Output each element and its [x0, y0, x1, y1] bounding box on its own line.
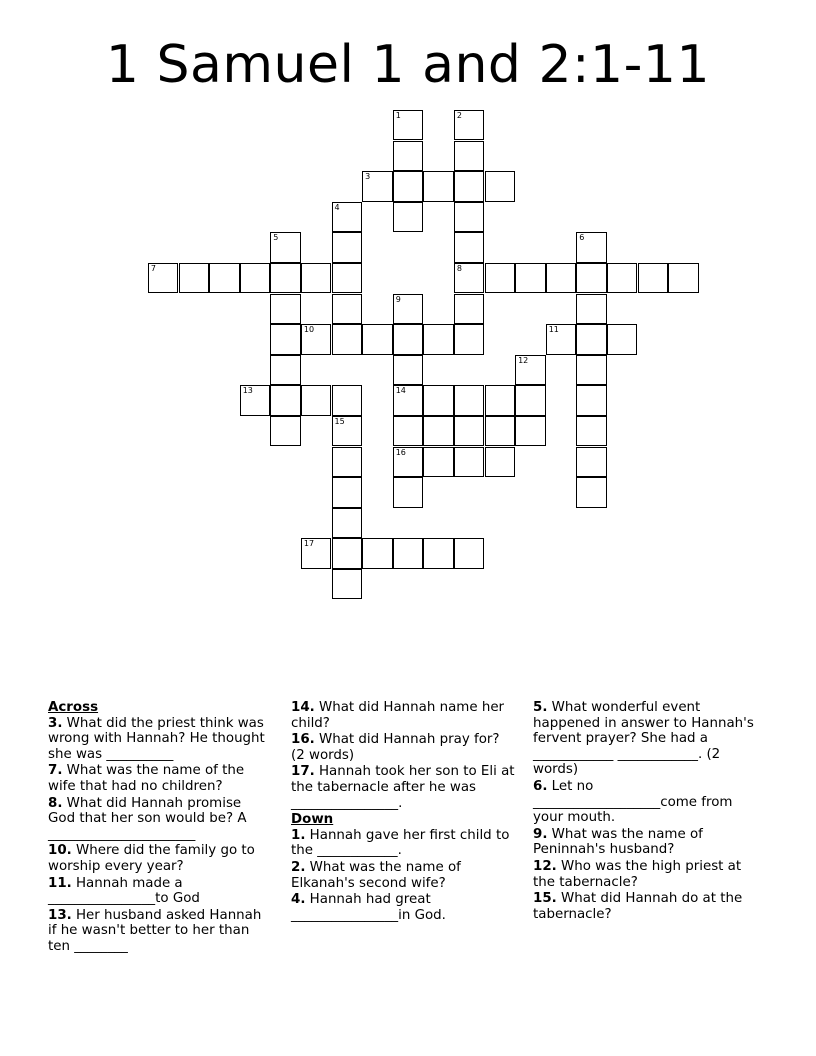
grid-cell[interactable]: [270, 416, 301, 447]
clue-number: 15.: [533, 891, 557, 907]
grid-cell[interactable]: [515, 416, 546, 447]
clue-number-label: 17: [303, 539, 315, 549]
clue-number: 9.: [533, 826, 548, 842]
clue-text: What was the name of Peninnah's husband?: [533, 826, 703, 858]
grid-cell[interactable]: [393, 294, 424, 325]
clue-column-2: [291, 700, 515, 924]
grid-cell[interactable]: [240, 263, 271, 294]
grid-cell[interactable]: [393, 355, 424, 386]
clue-text: Hannah had great ________________in God.: [291, 892, 446, 923]
clue-number-label: 11: [548, 325, 559, 335]
grid-cell[interactable]: [485, 263, 516, 294]
clue-text: What did Hannah promise God that her son would be? A ______________________: [48, 795, 247, 842]
grid-cell[interactable]: [332, 232, 363, 263]
grid-cell[interactable]: [393, 447, 424, 478]
grid-cell[interactable]: [454, 110, 485, 141]
grid-cell[interactable]: [301, 538, 332, 569]
clue-number-label: 5: [273, 233, 279, 243]
grid-cell[interactable]: [485, 171, 516, 202]
grid-cell[interactable]: [576, 355, 607, 386]
grid-cell[interactable]: [362, 538, 393, 569]
clue-number-label: 6: [579, 233, 585, 243]
clue-number: 13.: [48, 907, 72, 923]
grid-cell[interactable]: [423, 416, 454, 447]
grid-cell[interactable]: [576, 477, 607, 508]
grid-cell[interactable]: [454, 141, 485, 172]
grid-cell[interactable]: [270, 385, 301, 416]
grid-cell[interactable]: [301, 263, 332, 294]
clue-number-label: 2: [456, 110, 462, 120]
grid-cell[interactable]: [362, 171, 393, 202]
clue-text: What did the priest think was wrong with Hannah? He thought she was __________: [48, 715, 265, 762]
clue-item: [533, 827, 757, 858]
grid-cell[interactable]: [668, 263, 699, 294]
grid-cell[interactable]: [576, 385, 607, 416]
grid-cell[interactable]: [270, 263, 301, 294]
clue-item: [533, 700, 757, 778]
grid-cell[interactable]: [454, 416, 485, 447]
grid-cell[interactable]: [485, 416, 516, 447]
clue-text: What did Hannah pray for? (2 words): [291, 732, 500, 763]
grid-cell[interactable]: [454, 538, 485, 569]
grid-cell[interactable]: [546, 263, 577, 294]
grid-cell[interactable]: [423, 324, 454, 355]
grid-cell[interactable]: [546, 324, 577, 355]
grid-cell[interactable]: [393, 171, 424, 202]
clue-item: [533, 859, 757, 890]
grid-cell[interactable]: [332, 538, 363, 569]
grid-cell[interactable]: [607, 324, 638, 355]
clue-number: 12.: [533, 858, 557, 874]
grid-cell[interactable]: [270, 324, 301, 355]
clue-text: Hannah made a ________________to God: [48, 875, 200, 907]
grid-cell[interactable]: [515, 385, 546, 416]
grid-cell[interactable]: [485, 447, 516, 478]
grid-cell[interactable]: [454, 385, 485, 416]
clue-text: Hannah took her son to Eli at the tabernacle after he was ________________.: [291, 764, 515, 811]
grid-cell[interactable]: [332, 416, 363, 447]
clue-column-3: [533, 700, 757, 923]
clue-text: Hannah gave her first child to the ____________.: [291, 827, 510, 859]
clue-number-label: 3: [365, 172, 371, 182]
grid-cell[interactable]: [270, 355, 301, 386]
grid-cell[interactable]: [393, 385, 424, 416]
clue-item: [291, 828, 515, 859]
clue-text: What did Hannah do at the tabernacle?: [533, 891, 743, 922]
grid-cell[interactable]: [332, 324, 363, 355]
grid-cell[interactable]: [423, 538, 454, 569]
clue-text: What did Hannah name her child?: [291, 700, 505, 731]
clue-number-label: 14: [395, 386, 406, 396]
clue-text: Where did the family go to worship every year?: [48, 843, 255, 874]
clue-number: 4.: [291, 892, 306, 908]
grid-cell[interactable]: [332, 263, 363, 294]
clue-item: [291, 860, 515, 891]
grid-cell[interactable]: [576, 324, 607, 355]
clue-number-label: 7: [150, 263, 156, 273]
grid-cell[interactable]: [209, 263, 240, 294]
grid-cell[interactable]: [454, 171, 485, 202]
grid-cell[interactable]: [301, 324, 332, 355]
clue-number: 11.: [48, 875, 72, 891]
clue-number-label: 12: [518, 355, 529, 365]
grid-cell[interactable]: [393, 324, 424, 355]
grid-cell[interactable]: [576, 232, 607, 263]
grid-cell[interactable]: [393, 110, 424, 141]
grid-cell[interactable]: [423, 171, 454, 202]
grid-cell[interactable]: [638, 263, 669, 294]
grid-cell[interactable]: [270, 232, 301, 263]
grid-cell[interactable]: [454, 202, 485, 233]
grid-cell[interactable]: [301, 385, 332, 416]
grid-cell[interactable]: [454, 294, 485, 325]
grid-cell[interactable]: [423, 447, 454, 478]
grid-cell[interactable]: [393, 477, 424, 508]
grid-cell[interactable]: [393, 141, 424, 172]
grid-cell[interactable]: [393, 202, 424, 233]
clue-number-label: 9: [395, 294, 401, 304]
clue-number: 14.: [291, 700, 315, 715]
clue-number: 8.: [48, 795, 63, 811]
clue-number-label: 1: [395, 110, 401, 120]
grid-cell[interactable]: [515, 263, 546, 294]
grid-cell[interactable]: [148, 263, 179, 294]
grid-cell[interactable]: [393, 416, 424, 447]
grid-cell[interactable]: [515, 355, 546, 386]
clue-item: [291, 764, 515, 811]
clue-item: [48, 876, 272, 907]
clue-text: Who was the high priest at the tabernacle?: [533, 858, 742, 890]
clue-number-label: 16: [395, 447, 406, 457]
clue-item: [48, 763, 272, 794]
clue-number: 17.: [291, 764, 315, 780]
clue-item: [291, 892, 515, 923]
clue-number-label: 10: [303, 325, 315, 335]
grid-cell[interactable]: [332, 508, 363, 539]
grid-cell[interactable]: [576, 447, 607, 478]
clue-number: 6.: [533, 778, 548, 794]
clue-item: [48, 908, 272, 955]
clue-item: [48, 716, 272, 763]
clue-number-label: 8: [456, 263, 462, 273]
clue-text: Her husband asked Hannah if he wasn't better to her than ten ________: [48, 907, 262, 954]
clue-number: 2.: [291, 859, 306, 875]
clue-number-label: 4: [334, 202, 340, 212]
clue-number: 16.: [291, 732, 315, 748]
grid-cell[interactable]: [332, 569, 363, 600]
clue-item: [533, 779, 757, 826]
grid-cell[interactable]: [332, 202, 363, 233]
clue-item: [291, 700, 515, 731]
clue-item: [291, 732, 515, 763]
grid-cell[interactable]: [332, 447, 363, 478]
clue-number: 5.: [533, 700, 548, 715]
grid-cell[interactable]: [393, 538, 424, 569]
grid-cell[interactable]: [454, 324, 485, 355]
grid-cell[interactable]: [362, 324, 393, 355]
grid-cell[interactable]: [270, 294, 301, 325]
clue-text: What was the name of Elkanah's second wife?: [291, 859, 461, 891]
clue-text: Let no ___________________come from your mouth.: [533, 778, 733, 826]
clue-text: What was the name of the wife that had no children?: [48, 763, 245, 794]
grid-cell[interactable]: [240, 385, 271, 416]
grid-cell[interactable]: [485, 385, 516, 416]
grid-cell[interactable]: [576, 416, 607, 447]
grid-cell[interactable]: [607, 263, 638, 294]
clue-text: What wonderful event happened in answer to Hannah's fervent prayer? She had a ____________ ____________. (2 words): [533, 700, 754, 778]
down-heading: Down: [291, 812, 334, 828]
clue-number: 7.: [48, 763, 63, 779]
clue-number-label: 13: [242, 386, 253, 396]
clue-number-label: 15: [334, 416, 345, 426]
grid-cell[interactable]: [576, 263, 607, 294]
clue-item: [48, 796, 272, 843]
grid-cell[interactable]: [454, 232, 485, 263]
clue-item: [533, 891, 757, 922]
across-heading: Across: [48, 700, 99, 715]
grid-cell[interactable]: [332, 294, 363, 325]
clue-number: 3.: [48, 715, 63, 731]
clue-item: [48, 843, 272, 874]
grid-cell[interactable]: [454, 447, 485, 478]
page-title: 1 Samuel 1 and 2:1-11: [105, 35, 711, 95]
grid-cell[interactable]: [332, 385, 363, 416]
grid-cell[interactable]: [576, 294, 607, 325]
clue-number: 1.: [291, 827, 306, 843]
grid-cell[interactable]: [332, 477, 363, 508]
grid-cell[interactable]: [423, 385, 454, 416]
grid-cell[interactable]: [454, 263, 485, 294]
clue-column-1: [48, 700, 272, 956]
grid-cell[interactable]: [179, 263, 210, 294]
clue-number: 10.: [48, 843, 72, 859]
